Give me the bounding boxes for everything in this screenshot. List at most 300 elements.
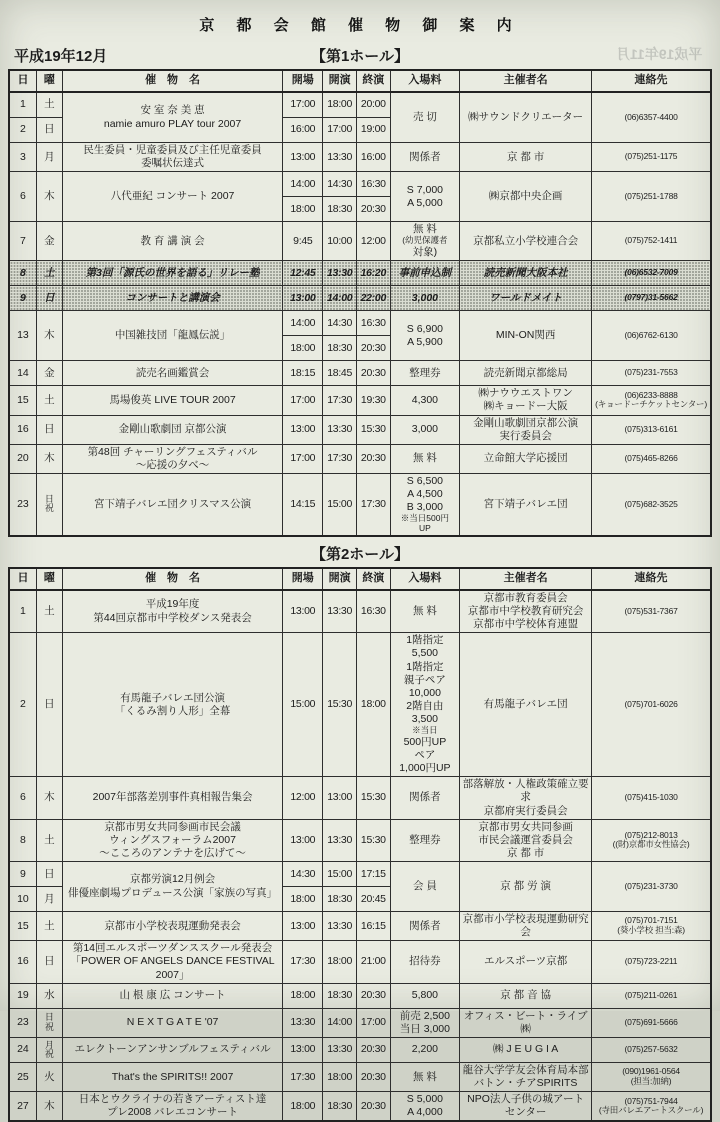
weekday-char: 日 (44, 1012, 54, 1023)
header-row (9, 568, 711, 590)
event-name-line: 有馬龍子バレエ団公演 (120, 691, 226, 704)
end-time-cell: 15:30 (356, 777, 390, 819)
contact-cell (592, 819, 711, 861)
contact-cell (592, 92, 711, 143)
admission-line: 無 料 (412, 605, 437, 618)
day-cell: 10 (9, 887, 36, 912)
admission-cell (390, 143, 459, 172)
organizer-cell (460, 1037, 592, 1062)
admission-cell (390, 172, 459, 222)
contact-cell (592, 444, 711, 473)
col-header-organizer: 主催者名 (460, 568, 592, 590)
admission-line: A 5,000 (407, 196, 443, 209)
hall1-event-row (9, 415, 711, 444)
contact-line: (075)465-8266 (624, 453, 678, 463)
contact-line: (075)212-8013 (624, 829, 678, 840)
organizer-line: 部落解放・人権政策確立要求 (462, 778, 589, 804)
open-time-cell: 17:30 (283, 941, 323, 983)
event-name-line: 第44回京都市中学校ダンス発表会 (93, 611, 252, 624)
day-cell: 16 (9, 415, 36, 444)
open-time-cell: 14:00 (283, 172, 323, 197)
organizer-line: 市民会議運営委員会 (478, 833, 573, 846)
weekday-cell: 土 (36, 92, 62, 118)
open-time-cell: 16:00 (283, 118, 323, 143)
start-time-cell: 14:30 (323, 172, 357, 197)
col-header-event: 催 物 名 (62, 70, 282, 92)
end-time-cell: 12:00 (356, 222, 390, 261)
hall1-event-row (9, 386, 711, 415)
admission-line: 1,000円UP (399, 762, 451, 775)
event-name-cell (62, 1062, 282, 1091)
hall2-label: 【第2ホール】 (310, 545, 410, 563)
day-cell: 2 (9, 118, 36, 143)
start-time-cell: 13:00 (323, 777, 357, 819)
open-time-cell: 17:00 (283, 386, 323, 415)
weekday-cell: 日 (36, 415, 62, 444)
end-time-cell: 16:20 (356, 261, 390, 286)
admission-line: ペア (414, 749, 436, 762)
weekday-char: 日 (44, 494, 54, 505)
organizer-line: 京都市中学校体育連盟 (473, 618, 579, 631)
open-time-cell: 17:00 (283, 92, 323, 118)
admission-cell (390, 474, 459, 536)
weekday-cell: 日 (36, 862, 62, 887)
event-name-cell (62, 1092, 282, 1122)
contact-line: (06)6532-7009 (624, 267, 678, 278)
admission-line: 事前申込制 (398, 266, 452, 279)
event-name-line: That's the SPIRITS!! 2007 (111, 1070, 234, 1083)
admission-cell (390, 941, 459, 983)
admission-line: 2,200 (411, 1043, 439, 1056)
open-time-cell: 13:00 (283, 1037, 323, 1062)
admission-cell (390, 862, 459, 912)
start-time-cell: 10:00 (323, 222, 357, 261)
day-cell: 3 (9, 143, 36, 172)
event-name-cell (62, 1008, 282, 1037)
admission-line: 4,300 (411, 393, 439, 406)
start-time-cell: 13:30 (323, 590, 357, 633)
start-time-cell: 18:30 (323, 1092, 357, 1122)
event-name-line: 「POWER OF ANGELS DANCE FESTIVAL 2007」 (70, 955, 275, 981)
open-time-cell: 9:45 (283, 222, 323, 261)
end-time-cell: 20:00 (356, 92, 390, 118)
weekday-cell: 土 (36, 590, 62, 633)
start-time-cell: 13:30 (323, 261, 357, 286)
contact-line: (06)6357-4400 (624, 111, 678, 122)
day-cell: 15 (9, 386, 36, 415)
admission-line: 親子ペア (403, 673, 446, 686)
organizer-line: 有馬龍子バレエ団 (483, 698, 568, 711)
event-name-cell (62, 983, 282, 1008)
event-name-line: 中国雑技団「龍鳳伝説」 (114, 329, 231, 342)
admission-cell (390, 1008, 459, 1037)
open-time-cell: 13:30 (283, 1008, 323, 1037)
organizer-cell (460, 1008, 592, 1037)
day-cell: 19 (9, 983, 36, 1008)
contact-line: (担当:加納) (630, 1076, 672, 1087)
contact-line: (075)751-7944 (624, 1095, 678, 1106)
organizer-line: 龍谷大学学友会体育局本部 (462, 1063, 589, 1076)
contact-line: (寺田バレエアートスクール) (598, 1105, 704, 1116)
admission-line: A 4,000 (407, 1106, 443, 1119)
weekday-cell: 土 (36, 386, 62, 415)
admission-line: (幼児保護者 (402, 235, 448, 246)
open-time-cell: 13:00 (283, 286, 323, 311)
hall1-event-row (9, 222, 711, 261)
organizer-line: 読売新聞京都総局 (483, 366, 568, 379)
organizer-cell (460, 361, 592, 386)
day-cell: 1 (9, 590, 36, 633)
organizer-line: 京都市中学校教育研究会 (467, 605, 584, 618)
weekday-cell (36, 474, 62, 536)
hall1-event-row (9, 286, 711, 311)
contact-cell (592, 633, 711, 777)
admission-line: 無 料 (412, 1070, 437, 1083)
event-name-cell (62, 311, 282, 361)
weekday-cell: 日 (36, 941, 62, 983)
organizer-line: 京都市男女共同参画 (478, 820, 573, 833)
open-time-cell: 13:00 (283, 912, 323, 941)
organizer-cell (460, 474, 592, 536)
end-time-cell: 20:45 (356, 887, 390, 912)
contact-cell (592, 415, 711, 444)
organizer-line: 京都市教育委員会 (483, 591, 568, 604)
admission-line: UP (418, 523, 431, 534)
admission-line: 10,000 (408, 686, 441, 699)
contact-line: (075)723-2211 (624, 956, 678, 967)
weekday-cell: 土 (36, 261, 62, 286)
organizer-cell (460, 261, 592, 286)
organizer-line: オフィス・ビート・ライブ㈱ (463, 1009, 588, 1035)
end-time-cell: 15:30 (356, 415, 390, 444)
start-time-cell: 15:00 (323, 474, 357, 536)
weekday-cell: 木 (36, 1092, 62, 1122)
admission-line: 1階指定 (406, 660, 444, 673)
end-time-cell: 20:30 (356, 336, 390, 361)
event-name-cell (62, 172, 282, 222)
organizer-cell (460, 912, 592, 941)
weekday-cell: 金 (36, 361, 62, 386)
day-cell: 9 (9, 286, 36, 311)
day-cell: 25 (9, 1062, 36, 1091)
start-time-cell: 13:30 (323, 912, 357, 941)
event-name-cell (62, 590, 282, 633)
admission-line: 招待券 (409, 955, 441, 968)
admission-line: B 3,000 (406, 501, 443, 514)
open-time-cell: 13:00 (283, 415, 323, 444)
contact-cell (592, 862, 711, 912)
start-time-cell: 17:30 (323, 386, 357, 415)
organizer-line: 京都私立小学校連合会 (473, 234, 579, 247)
end-time-cell: 17:15 (356, 862, 390, 887)
organizer-cell (460, 311, 592, 361)
admission-line: 2階自由 (406, 699, 444, 712)
contact-line: (06)6762-6130 (624, 329, 678, 340)
start-time-cell: 18:00 (323, 92, 357, 118)
start-time-cell: 17:30 (323, 444, 357, 473)
hall2-event-row (9, 1008, 711, 1037)
start-time-cell: 13:30 (323, 1037, 357, 1062)
header-row (9, 70, 711, 92)
admission-cell (390, 444, 459, 473)
admission-line: 無 料 (412, 223, 437, 236)
organizer-cell (460, 819, 592, 861)
weekday-cell: 土 (36, 912, 62, 941)
contact-line: (06)6233-8888 (624, 389, 678, 400)
open-time-cell: 14:00 (283, 311, 323, 336)
hall1-event-row (9, 361, 711, 386)
admission-cell (390, 633, 459, 777)
organizer-line: ㈱ナウウエストワン (478, 387, 573, 400)
col-header-open: 開場 (283, 70, 323, 92)
contact-cell (592, 1037, 711, 1062)
organizer-line: バトン・チアSPIRITS (473, 1077, 578, 1090)
start-time-cell: 14:00 (323, 1008, 357, 1037)
contact-cell (592, 590, 711, 633)
hall1-event-row (9, 474, 711, 536)
organizer-cell (460, 386, 592, 415)
open-time-cell: 17:30 (283, 1062, 323, 1091)
admission-line: 1階指定 (406, 634, 444, 647)
col-header-organizer: 主催者名 (460, 70, 592, 92)
end-time-cell: 19:00 (356, 118, 390, 143)
event-name-cell (62, 415, 282, 444)
event-name-line: プレ2008 バレエコンサート (107, 1106, 238, 1119)
event-name-line: 金剛山歌劇団 京都公演 (118, 423, 227, 436)
hall2-event-row (9, 1062, 711, 1091)
event-name-line: 民生委員・児童委員及び主任児童委員 (83, 144, 262, 156)
admission-line: 関係者 (409, 791, 441, 804)
weekday-cell: 月 (36, 143, 62, 172)
admission-line: 会 員 (412, 880, 437, 892)
organizer-cell (460, 143, 592, 172)
admission-line: 整理券 (409, 366, 441, 379)
organizer-line: 京 都 市 (506, 150, 545, 163)
start-time-cell: 14:00 (323, 286, 357, 311)
contact-line: (075)231-3730 (624, 880, 678, 891)
event-name-line: 京都市小学校表現運動発表会 (104, 919, 241, 932)
col-header-start: 開演 (323, 70, 357, 92)
subheader-row (8, 45, 712, 67)
contact-line: (075)752-1411 (624, 235, 678, 246)
admission-line: 500円UP (403, 735, 447, 748)
organizer-cell (460, 777, 592, 819)
admission-cell (390, 311, 459, 361)
admission-line: ※当日500円 (400, 513, 449, 524)
end-time-cell: 19:30 (356, 386, 390, 415)
contact-cell (592, 474, 711, 536)
organizer-cell (460, 1062, 592, 1091)
admission-cell (390, 590, 459, 633)
admission-line: S 7,000 (406, 183, 443, 196)
end-time-cell: 20:30 (356, 361, 390, 386)
admission-line: 5,500 (411, 647, 439, 660)
admission-cell (390, 92, 459, 143)
weekday-char: 祝 (44, 1021, 54, 1032)
day-cell: 27 (9, 1092, 36, 1122)
start-time-cell: 18:30 (323, 887, 357, 912)
day-cell: 23 (9, 474, 36, 536)
admission-cell (390, 983, 459, 1008)
weekday-cell: 土 (36, 819, 62, 861)
open-time-cell: 14:30 (283, 862, 323, 887)
organizer-line: ㈱京都中央企画 (488, 190, 563, 203)
organizer-line: MIN-ON関西 (495, 329, 556, 342)
weekday-char: 月 (44, 1039, 54, 1050)
col-header-contact: 連絡先 (592, 70, 711, 92)
start-time-cell: 18:30 (323, 983, 357, 1008)
end-time-cell: 16:15 (356, 912, 390, 941)
contact-cell (592, 361, 711, 386)
day-cell: 8 (9, 261, 36, 286)
open-time-cell: 18:15 (283, 361, 323, 386)
open-time-cell: 18:00 (283, 197, 323, 222)
col-header-contact: 連絡先 (592, 568, 711, 590)
col-header-day: 日 (9, 70, 36, 92)
event-name-line: 読売名画鑑賞会 (135, 366, 210, 379)
admission-line: S 5,000 (406, 1093, 443, 1106)
contact-cell (592, 261, 711, 286)
hall2-event-row (9, 590, 711, 633)
day-cell: 8 (9, 819, 36, 861)
hall1-table (8, 69, 712, 537)
contact-line: (075)531-7367 (624, 605, 678, 616)
col-header-dow: 曜 (36, 70, 62, 92)
col-header-open: 開場 (283, 568, 323, 590)
event-name-cell (62, 143, 282, 172)
start-time-cell: 18:00 (323, 941, 357, 983)
contact-cell (592, 1008, 711, 1037)
event-name-line: 俳優座劇場プロデュース公演「家族の写真」 (67, 886, 278, 899)
hall1-event-row (9, 172, 711, 197)
event-name-cell (62, 633, 282, 777)
end-time-cell: 20:30 (356, 983, 390, 1008)
day-cell: 16 (9, 941, 36, 983)
event-name-cell (62, 261, 282, 286)
organizer-line: 実行委員会 (499, 429, 552, 442)
organizer-cell (460, 415, 592, 444)
day-cell: 6 (9, 172, 36, 222)
event-name-line: 「くるみ割り人形」全幕 (114, 704, 231, 717)
end-time-cell: 20:30 (356, 1092, 390, 1122)
contact-line: (075)251-1788 (624, 190, 678, 201)
organizer-cell (460, 590, 592, 633)
start-time-cell: 13:30 (323, 415, 357, 444)
admission-cell (390, 286, 459, 311)
organizer-cell (460, 92, 592, 143)
event-name-line: 平成19年度 (145, 598, 200, 611)
organizer-line: 京都市小学校表現運動研究会 (462, 913, 589, 939)
contact-cell (592, 1062, 711, 1091)
day-cell: 9 (9, 862, 36, 887)
event-name-cell (62, 361, 282, 386)
open-time-cell: 13:00 (283, 143, 323, 172)
open-time-cell: 12:00 (283, 777, 323, 819)
contact-line: (075)231-7553 (624, 367, 678, 378)
open-time-cell: 18:00 (283, 1092, 323, 1122)
weekday-cell: 日 (36, 286, 62, 311)
organizer-cell (460, 1092, 592, 1122)
hall2-event-row (9, 777, 711, 819)
admission-line: 売 切 (412, 110, 437, 123)
event-name-line: 教 育 講 演 会 (140, 234, 205, 247)
open-time-cell: 18:00 (283, 336, 323, 361)
open-time-cell: 12:45 (283, 261, 323, 286)
admission-cell (390, 912, 459, 941)
admission-cell (390, 361, 459, 386)
contact-line: (キョードーチケットセンター) (595, 399, 707, 410)
organizer-line: 金剛山歌劇団京都公演 (473, 416, 579, 429)
admission-line: 前売 2,500 (399, 1009, 450, 1022)
end-time-cell: 16:30 (356, 590, 390, 633)
event-name-line: 馬場俊英 LIVE TOUR 2007 (109, 393, 236, 406)
start-time-cell: 14:30 (323, 311, 357, 336)
contact-line: ((財)京都市女性協会) (612, 839, 690, 850)
start-time-cell: 13:30 (323, 819, 357, 861)
admission-line: 対象) (412, 246, 438, 259)
admission-line: ※当日 (412, 725, 438, 736)
day-cell: 13 (9, 311, 36, 361)
organizer-cell (460, 172, 592, 222)
event-name-line: 第14回エルスポーツダンススクール発表会 (72, 942, 273, 955)
end-time-cell: 16:00 (356, 143, 390, 172)
admission-line: 3,500 (411, 713, 439, 726)
end-time-cell: 20:30 (356, 1037, 390, 1062)
event-name-line: namie amuro PLAY tour 2007 (103, 117, 242, 130)
hall2-event-row (9, 941, 711, 983)
hall2-event-row (9, 1092, 711, 1122)
col-header-admission: 入場料 (390, 568, 459, 590)
open-time-cell: 15:00 (283, 633, 323, 777)
event-name-cell (62, 819, 282, 861)
organizer-line: 京 都 労 演 (500, 880, 551, 892)
admission-line: A 5,900 (407, 335, 443, 348)
admission-cell (390, 1037, 459, 1062)
contact-line: (葵小学校 担当:森) (617, 925, 685, 936)
hall2-table (8, 567, 712, 1122)
contact-line: (075)701-6026 (624, 698, 678, 709)
start-time-cell: 18:30 (323, 336, 357, 361)
admission-cell (390, 386, 459, 415)
event-name-line: エレクトーンアンサンブルフェスティバル (74, 1043, 271, 1056)
admission-line: S 6,500 (406, 475, 443, 488)
organizer-line: 読売新聞大阪本社 (483, 266, 568, 279)
day-cell: 7 (9, 222, 36, 261)
contact-line: (075)313-6161 (624, 423, 678, 434)
weekday-char: 祝 (44, 503, 54, 514)
event-name-line: 委嘱状伝達式 (141, 157, 205, 170)
col-header-event: 催 物 名 (62, 568, 282, 590)
admission-cell (390, 1062, 459, 1091)
event-name-line: 安 室 奈 美 恵 (140, 104, 205, 117)
admission-line: S 6,900 (406, 322, 443, 335)
bleedthrough-text: 平成19年11月 (615, 46, 702, 62)
end-time-cell: 20:30 (356, 444, 390, 473)
hall2-event-row (9, 819, 711, 861)
col-header-end: 終演 (356, 568, 390, 590)
admission-line: A 4,500 (407, 488, 443, 501)
start-time-cell: 18:00 (323, 1062, 357, 1091)
event-name-line: 京都市男女共同参画市民会議 (104, 820, 241, 833)
end-time-cell: 20:30 (356, 197, 390, 222)
event-name-line: 日本とウクライナの若きアーティスト達 (78, 1093, 267, 1106)
event-name-line: コンサートと講演会 (125, 291, 220, 304)
open-time-cell: 13:00 (283, 590, 323, 633)
day-cell: 24 (9, 1037, 36, 1062)
organizer-cell (460, 633, 592, 777)
hall1-event-row (9, 92, 711, 118)
contact-cell (592, 941, 711, 983)
